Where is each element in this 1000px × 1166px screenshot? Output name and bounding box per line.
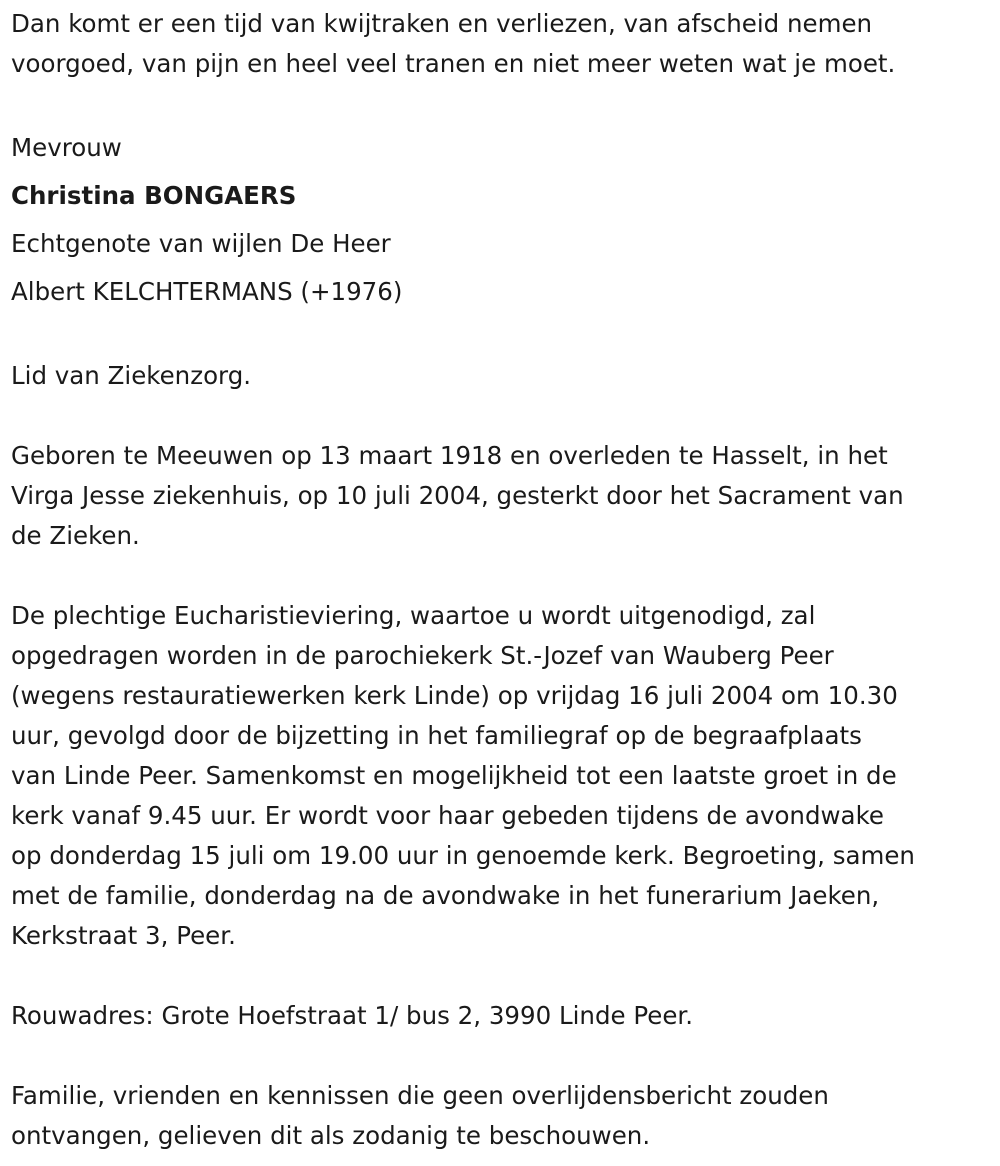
paragraph-line: Virga Jesse ziekenhuis, op 10 juli 2004, gesterkt door het Sacrament van <box>11 481 904 510</box>
spacer <box>11 316 990 356</box>
paragraph-line: opgedragen worden in de parochiekerk St.-Jozef van Wauberg Peer <box>11 641 834 670</box>
opening-verse <box>11 4 990 84</box>
paragraph-line: van Linde Peer. Samenkomst en mogelijkheid tot een laatste groet in de <box>11 761 897 790</box>
paragraph-line: De plechtige Eucharistieviering, waartoe u wordt uitgenodigd, zal <box>11 601 816 630</box>
closing-paragraph <box>11 1076 990 1156</box>
spacer <box>11 84 990 124</box>
opening-line: voorgoed, van pijn en heel veel tranen en niet meer weten wat je moet. <box>11 49 896 78</box>
paragraph-line: uur, gevolgd door de bijzetting in het familiegraf op de begraafplaats <box>11 721 862 750</box>
spouse-line: Echtgenote van wijlen De Heer <box>11 229 391 258</box>
spacer <box>11 556 990 596</box>
mourning-address: Rouwadres: Grote Hoefstraat 1/ bus 2, 3990 Linde Peer. <box>11 1001 694 1030</box>
salutation: Mevrouw <box>11 133 122 162</box>
membership: Lid van Ziekenzorg. <box>11 361 252 390</box>
birth-death-paragraph <box>11 436 990 556</box>
spacer <box>11 956 990 996</box>
deceased-name: Christina BONGAERS <box>11 181 297 210</box>
paragraph-line: (wegens restauratiewerken kerk Linde) op vrijdag 16 juli 2004 om 10.30 <box>11 681 898 710</box>
spacer <box>11 396 990 436</box>
paragraph-line: met de familie, donderdag na de avondwake in het funerarium Jaeken, <box>11 881 880 910</box>
spouse-name: Albert KELCHTERMANS (+1976) <box>11 277 403 306</box>
paragraph-line: op donderdag 15 juli om 19.00 uur in genoemde kerk. Begroeting, samen <box>11 841 915 870</box>
paragraph-line: Kerkstraat 3, Peer. <box>11 921 236 950</box>
paragraph-line: Familie, vrienden en kennissen die geen overlijdensbericht zouden <box>11 1081 829 1110</box>
paragraph-line: Geboren te Meeuwen op 13 maart 1918 en overleden te Hasselt, in het <box>11 441 888 470</box>
paragraph-line: ontvangen, gelieven dit als zodanig te beschouwen. <box>11 1121 651 1150</box>
ceremony-paragraph <box>11 596 990 956</box>
paragraph-line: de Zieken. <box>11 521 140 550</box>
opening-line: Dan komt er een tijd van kwijtraken en verliezen, van afscheid nemen <box>11 9 873 38</box>
deceased-details <box>11 124 990 316</box>
spacer <box>11 1036 990 1076</box>
paragraph-line: kerk vanaf 9.45 uur. Er wordt voor haar gebeden tijdens de avondwake <box>11 801 884 830</box>
